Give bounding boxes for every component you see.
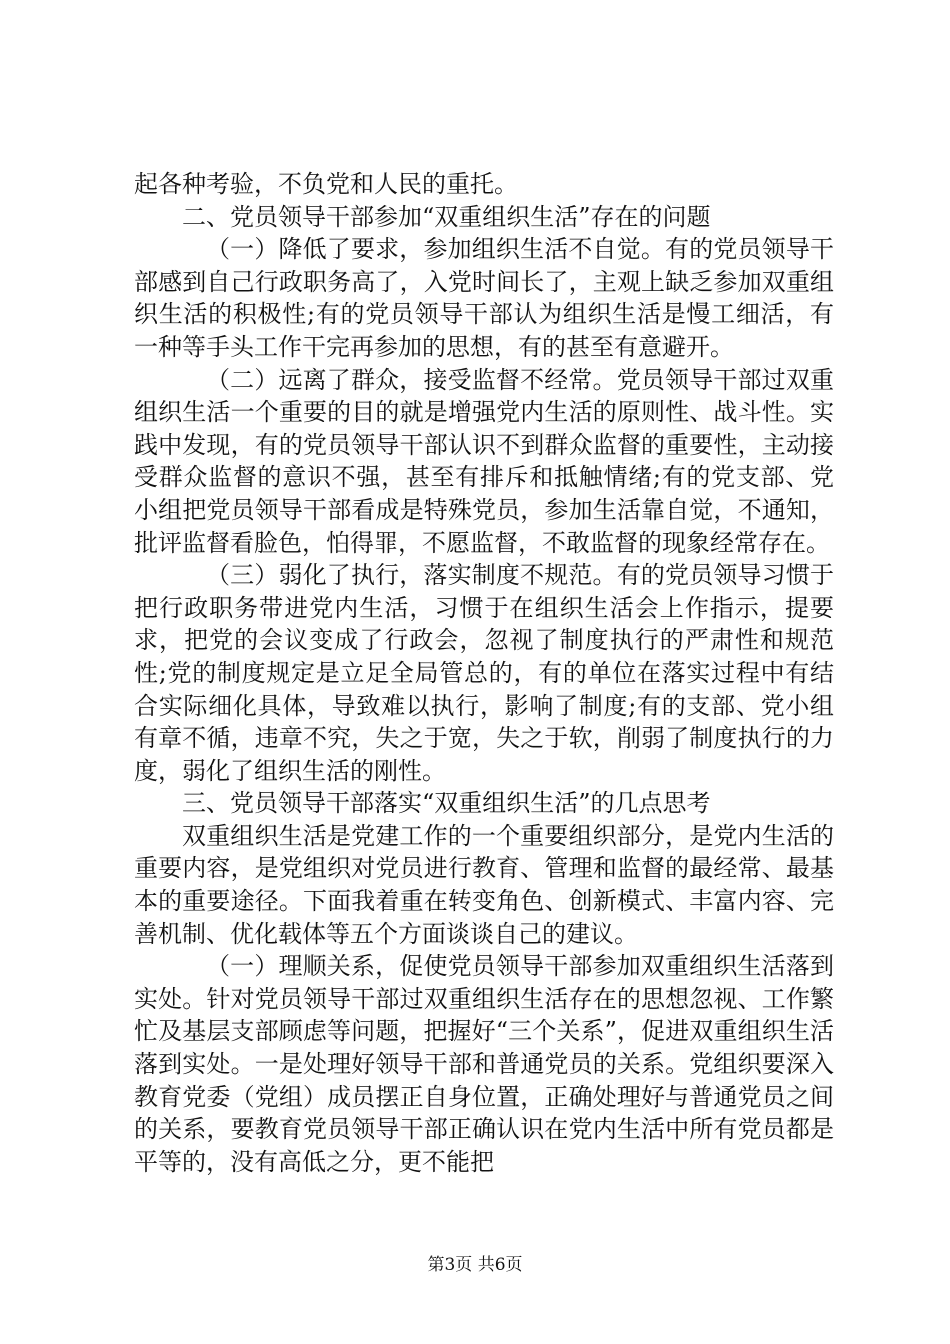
paragraph-2-3: （三）弱化了执行，落实制度不规范。有的党员领导习惯于把行政职务带进党内生活，习惯于在组织生活会上作指示，提要求，把党的会议变成了行政会，忽视了制度执行的严肃性和规范性;党的制度规定是立足全局管总的，有的单位在落实过程中有结合实际细化具体，导致难以执行，影响了制度;有的支部、党小组有章不循，违章不究，失之于宽，失之于软，削弱了制度执行的力度，弱化了组织生活的刚性。 [134,561,834,785]
paragraph-2-2: （二）远离了群众，接受监督不经常。党员领导干部过双重组织生活一个重要的目的就是增强党内生活的原则性、战斗性。实践中发现，有的党员领导干部认识不到群众监督的重要性，主动接受群众监督的意识不强，甚至有排斥和抵触情绪;有的党支部、党小组把党员领导干部看成是特殊党员，参加生活靠自觉，不通知，批评监督看脸色，怕得罪，不愿监督，不敢监督的现象经常存在。 [134,365,834,557]
paragraph-3-intro: 双重组织生活是党建工作的一个重要组织部分，是党内生活的重要内容，是党组织对党员进行教育、管理和监督的最经常、最基本的重要途径。下面我着重在转变角色、创新模式、丰富内容、完善机制、优化载体等五个方面谈谈自己的建议。 [134,821,834,948]
section-heading-2: 二、党员领导干部参加“双重组织生活”存在的问题 [182,202,711,231]
paragraph-3-1: （一）理顺关系，促使党员领导干部参加双重组织生活落到实处。针对党员领导干部过双重组织生活存在的思想忽视、工作繁忙及基层支部顾虑等问题，把握好“三个关系”，促进双重组织生活落到实处。一是处理好领导干部和普通党员的关系。党组织要深入教育党委（党组）成员摆正自身位置，正确处理好与普通党员之间的关系，要教育党员领导干部正确认识在党内生活中所有党员都是平等的，没有高低之分，更不能把 [134,952,834,1176]
page-number: 第3页 共6页 [427,1255,523,1275]
section-heading-3: 三、党员领导干部落实“双重组织生活”的几点思考 [182,789,711,818]
paragraph-continuation: 起各种考验，不负党和人民的重托。 [134,170,518,198]
document-body [134,168,834,1178]
paragraph-2-1: （一）降低了要求，参加组织生活不自觉。有的党员领导干部感到自己行政职务高了，入党时间长了，主观上缺乏参加双重组织生活的积极性;有的党员领导干部认为组织生活是慢工细活，有一种等手头工作干完再参加的思想，有的甚至有意避开。 [134,235,834,361]
